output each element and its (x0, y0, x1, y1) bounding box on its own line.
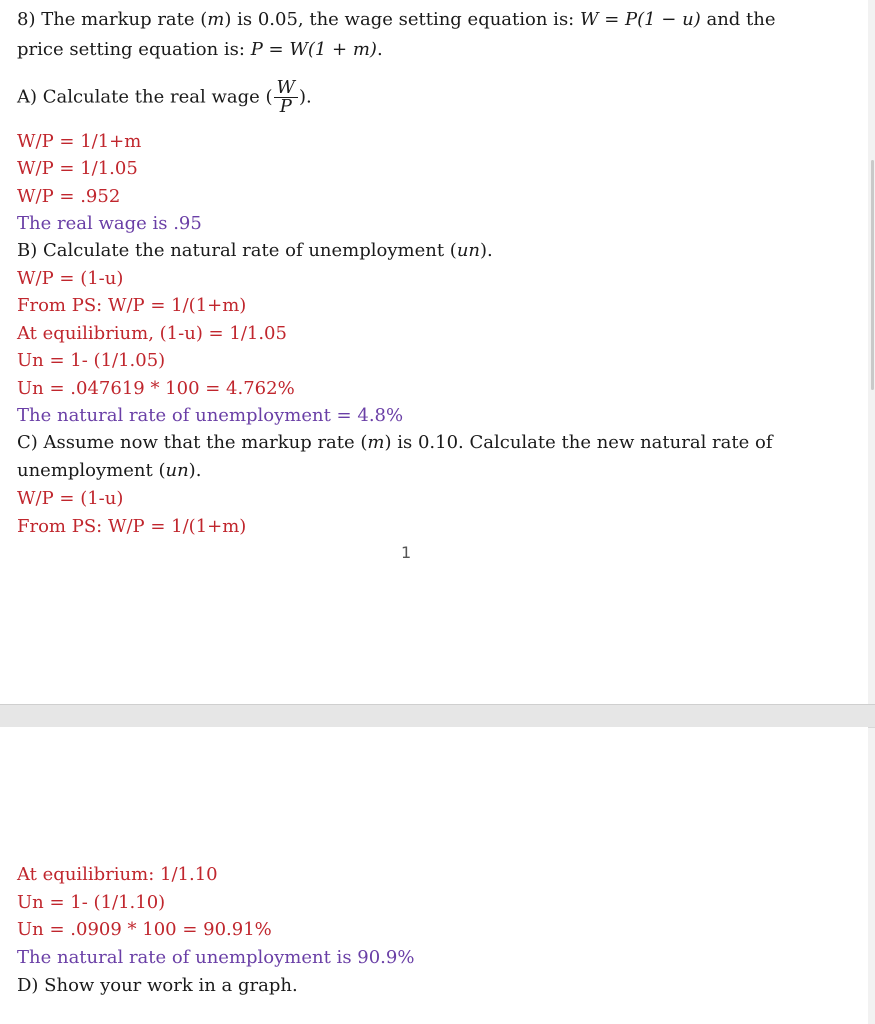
document-page-2 (0, 727, 868, 1024)
answer-c-summary: The natural rate of unemployment is 90.9% (17, 947, 415, 968)
answer-b-line-1: W/P = (1-u) (17, 268, 124, 289)
answer-c-line-1: W/P = (1-u) (17, 488, 124, 509)
answer-b-line-4: Un = 1- (1/1.05) (17, 350, 166, 371)
question-8-line-2: price setting equation is: P = W(1 + m). (17, 39, 383, 60)
answer-a-line-1: W/P = 1/1+m (17, 131, 142, 152)
question-c-line-2: unemployment (un). (17, 460, 202, 481)
answer-b-line-5: Un = .047619 * 100 = 4.762% (17, 378, 295, 399)
scrollbar-thumb[interactable] (871, 160, 874, 390)
answer-b-line-3: At equilibrium, (1-u) = 1/1.05 (17, 323, 287, 344)
page-number: 1 (401, 543, 412, 562)
answer-a-line-2: W/P = 1/1.05 (17, 158, 138, 179)
answer-c-line-4: Un = 1- (1/1.10) (17, 892, 166, 913)
question-a: A) Calculate the real wage ( $\frac{W}{P}$ ). (17, 77, 312, 117)
answer-b-line-2: From PS: W/P = 1/(1+m) (17, 295, 247, 316)
question-8-line-1: 8) The markup rate (m) is 0.05, the wage setting equation is: W = P(1 − u) and the (17, 9, 776, 30)
question-c-line-1: C) Assume now that the markup rate (m) is 0.10. Calculate the new natural rate of (17, 432, 773, 453)
answer-c-line-2: From PS: W/P = 1/(1+m) (17, 516, 247, 537)
page-separator (0, 704, 875, 728)
answer-b-summary: The natural rate of unemployment = 4.8% (17, 405, 404, 426)
answer-c-line-5: Un = .0909 * 100 = 90.91% (17, 919, 272, 940)
real-wage-fraction: $\frac{W}{P}$ (274, 79, 299, 116)
question-b: B) Calculate the natural rate of unemployment (un). (17, 240, 493, 261)
answer-a-line-3: W/P = .952 (17, 186, 121, 207)
answer-a-summary: The real wage is .95 (17, 213, 202, 234)
scrollbar-track[interactable] (868, 0, 875, 1024)
question-d: D) Show your work in a graph. (17, 975, 298, 996)
answer-c-line-3: At equilibrium: 1/1.10 (17, 864, 218, 885)
